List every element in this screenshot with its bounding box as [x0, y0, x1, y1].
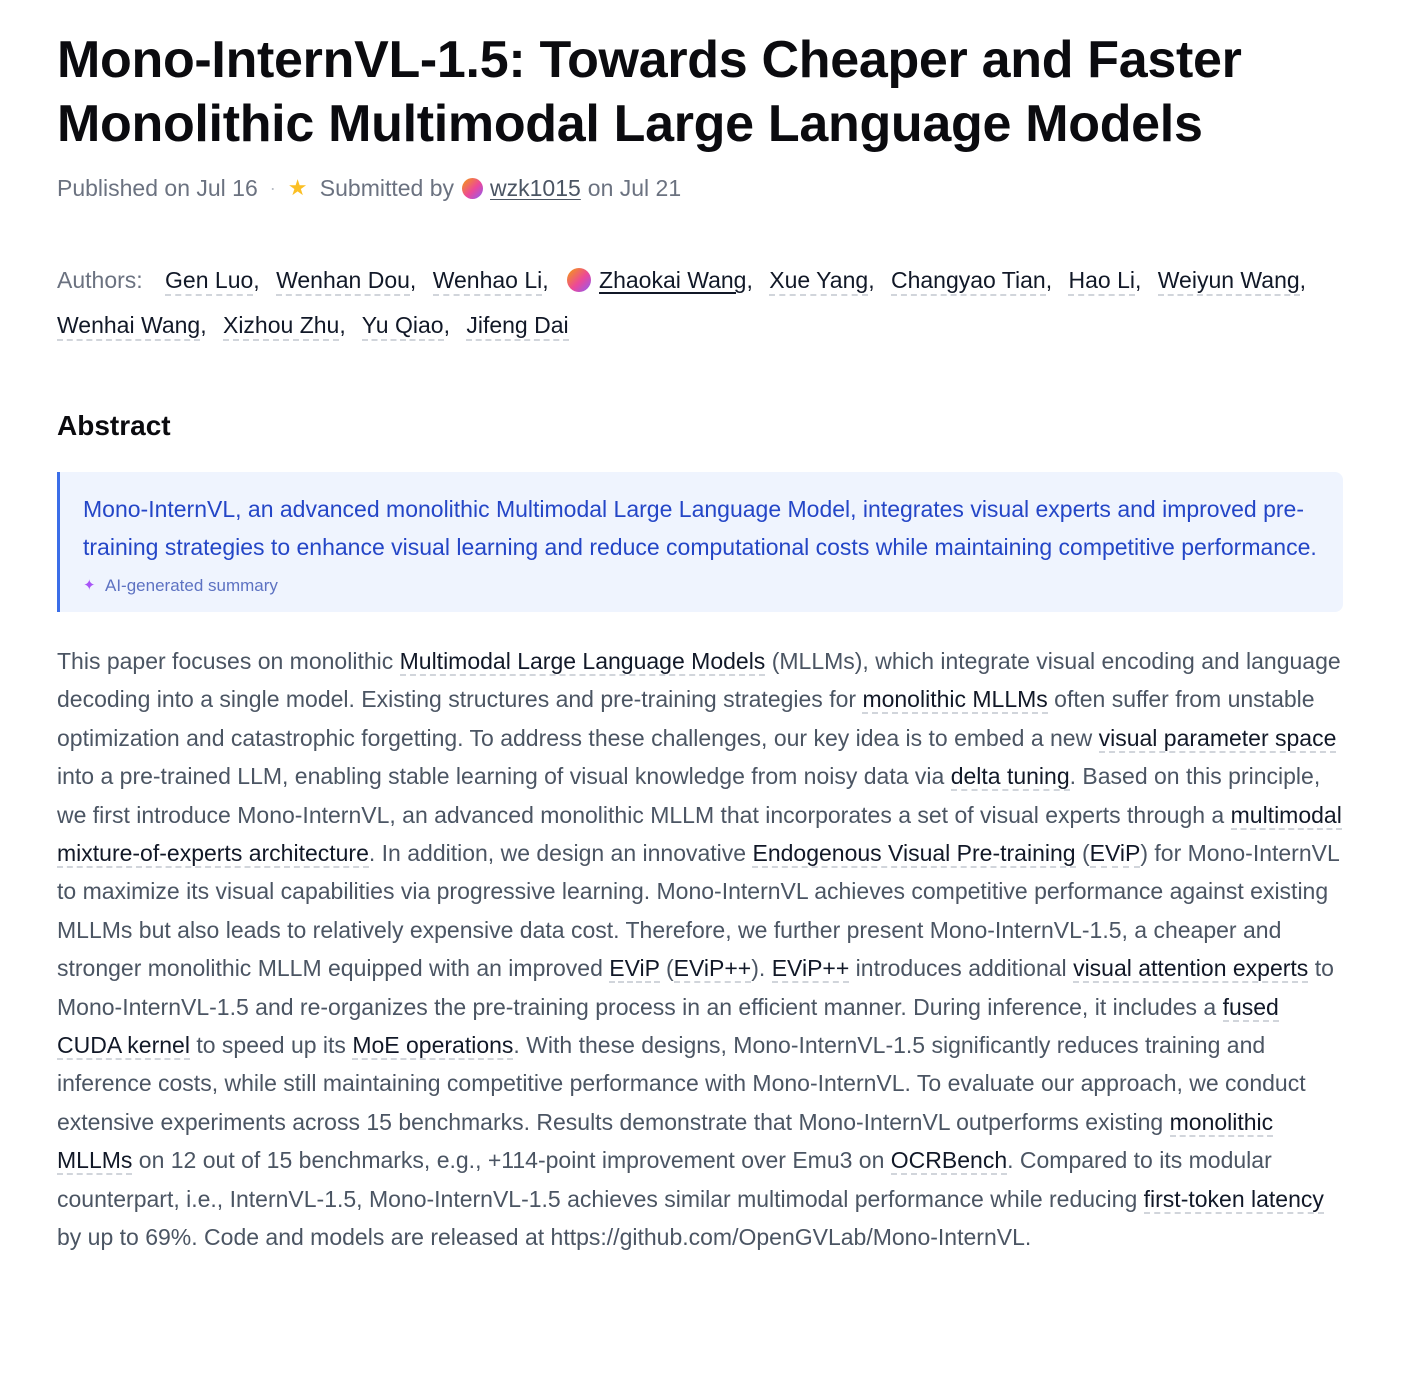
submitter-link[interactable]: wzk1015: [490, 174, 581, 201]
abstract-term-link[interactable]: multimodal mixture-of-experts architecture: [57, 801, 1342, 867]
abstract-text: (: [659, 955, 674, 982]
author-name[interactable]: Jifeng Dai: [466, 312, 568, 341]
author-item[interactable]: Xue Yang,: [769, 267, 884, 293]
abstract-term-link[interactable]: visual parameter space: [1098, 724, 1337, 751]
abstract-term-link[interactable]: first-token latency: [1143, 1185, 1324, 1212]
submitted-date: on Jul 21: [587, 174, 682, 201]
star-icon: ★: [287, 175, 308, 200]
abstract-term-link[interactable]: delta tuning: [950, 763, 1070, 790]
abstract-text: ) for Mono-InternVL to maximize its visual capabilities via progressive learning. Mono-InternVL achieves competitive performance against existing MLLMs but also leads to relatively expensive data cost. Therefore, we further present Mono-InternVL-1.5, a cheaper and stronger monolithic MLLM equipped with an improved: [57, 840, 1339, 982]
submitter-avatar[interactable]: [462, 178, 483, 199]
abstract-term-link[interactable]: monolithic MLLMs: [57, 1108, 1274, 1174]
author-name[interactable]: Wenhao Li: [433, 267, 543, 296]
author-item[interactable]: Xizhou Zhu,: [223, 312, 356, 338]
author-name[interactable]: Wenhai Wang: [57, 312, 200, 341]
abstract-term-link[interactable]: Multimodal Large Language Models: [399, 648, 766, 674]
abstract-text: introduces additional: [849, 955, 1074, 982]
author-item[interactable]: Hao Li,: [1068, 267, 1151, 293]
author-item[interactable]: Zhaokai Wang,: [565, 267, 763, 293]
abstract-term-link[interactable]: fused CUDA kernel: [57, 993, 1279, 1059]
abstract-heading: Abstract: [57, 410, 171, 441]
ai-summary-note: [83, 576, 1319, 596]
author-item[interactable]: Changyao Tian,: [891, 267, 1062, 293]
author-name[interactable]: Gen Luo: [165, 267, 253, 296]
abstract-text: . Based on this principle, we first introduce Mono-InternVL, an advanced monolithic MLLM that incorporates a set of visual experts through a: [57, 763, 1321, 828]
abstract-text: ).: [751, 955, 772, 982]
abstract-term-link[interactable]: EViP++: [673, 955, 752, 982]
ai-summary-label: AI-generated summary: [105, 576, 278, 595]
author-name[interactable]: Zhaokai Wang: [599, 267, 747, 293]
authors-list: [57, 258, 1343, 348]
author-item[interactable]: [466, 312, 568, 341]
abstract-text: often suffer from unstable optimization and catastrophic forgetting. To address these challenges, our key idea is to embed a new: [57, 686, 1315, 751]
abstract-text: . Compared to its modular counterpart, i.e., InternVL-1.5, Mono-InternVL-1.5 achieves similar multimodal performance while reducing: [57, 1147, 1272, 1212]
author-item[interactable]: Wenhan Dou,: [276, 267, 426, 293]
author-name[interactable]: Yu Qiao: [362, 312, 444, 341]
abstract-term-link[interactable]: OCRBench: [890, 1147, 1008, 1174]
author-item[interactable]: Yu Qiao,: [362, 312, 460, 338]
abstract-term-link[interactable]: visual attention experts: [1073, 955, 1309, 982]
abstract-text: into a pre-trained LLM, enabling stable learning of visual knowledge from noisy data via: [57, 763, 951, 790]
published-date: Published on Jul 16: [57, 174, 258, 201]
sparkle-icon: ✦: [83, 577, 96, 594]
abstract-term-link[interactable]: EViP: [1089, 840, 1141, 867]
author-item[interactable]: Weiyun Wang,: [1158, 267, 1316, 293]
ai-summary-box: [57, 472, 1343, 612]
ai-summary-text: Mono-InternVL, an advanced monolithic Multimodal Large Language Model, integrates visual experts and improved pre-training strategies to enhance visual learning and reduce computational costs while maintaining competitive performance.: [83, 496, 1317, 560]
abstract-term-link[interactable]: EViP: [609, 955, 660, 982]
meta-separator: ·: [269, 177, 276, 198]
author-item[interactable]: Gen Luo,: [165, 267, 270, 293]
abstract-text: on 12 out of 15 benchmarks, e.g., +114-point improvement over Emu3 on: [132, 1147, 891, 1174]
abstract-term-link[interactable]: MoE operations: [352, 1032, 514, 1059]
abstract-text: to Mono-InternVL-1.5 and re-organizes the pre-training process in an efficient manner. During inference, it includes a: [57, 955, 1334, 1020]
paper-page: [57, 28, 1343, 1257]
abstract-text: (: [1075, 840, 1090, 867]
abstract-term-link[interactable]: monolithic MLLMs: [862, 686, 1048, 713]
author-item[interactable]: Wenhao Li,: [433, 267, 559, 293]
paper-meta: [57, 172, 1343, 204]
author-name[interactable]: Changyao Tian: [891, 267, 1046, 296]
author-item[interactable]: Wenhai Wang,: [57, 312, 217, 338]
submitted-by-label: Submitted by: [319, 174, 455, 201]
author-name[interactable]: Hao Li: [1068, 267, 1134, 296]
author-name[interactable]: Xizhou Zhu: [223, 312, 339, 341]
abstract-text: to speed up its: [189, 1032, 353, 1059]
abstract-text: . With these designs, Mono-InternVL-1.5 significantly reduces training and inference costs, while still maintaining competitive performance with Mono-InternVL. To evaluate our approach, we conduct extensive experiments across 15 benchmarks. Results demonstrate that Mono-InternVL outperforms existing: [57, 1032, 1306, 1135]
abstract-body: [57, 642, 1343, 1257]
abstract-term-link[interactable]: EViP++: [771, 955, 850, 982]
author-name[interactable]: Xue Yang: [769, 267, 868, 296]
abstract-text: . In addition, we design an innovative: [368, 840, 753, 867]
author-name[interactable]: Wenhan Dou: [276, 267, 410, 296]
author-avatar[interactable]: [567, 268, 591, 292]
abstract-text: (MLLMs), which integrate visual encoding and language decoding into a single model. Existing structures and pre-training strategies for: [57, 648, 1341, 713]
abstract-text: by up to 69%. Code and models are released at https://github.com/OpenGVLab/Mono-InternVL.: [57, 1224, 1032, 1251]
authors-label: Authors:: [57, 267, 143, 293]
abstract-term-link[interactable]: Endogenous Visual Pre-training: [752, 840, 1076, 867]
author-name[interactable]: Weiyun Wang: [1158, 267, 1300, 296]
paper-title: Mono-InternVL-1.5: Towards Cheaper and Faster Monolithic Multimodal Large Language Models: [57, 31, 1242, 153]
abstract-text: This paper focuses on monolithic: [57, 648, 400, 674]
